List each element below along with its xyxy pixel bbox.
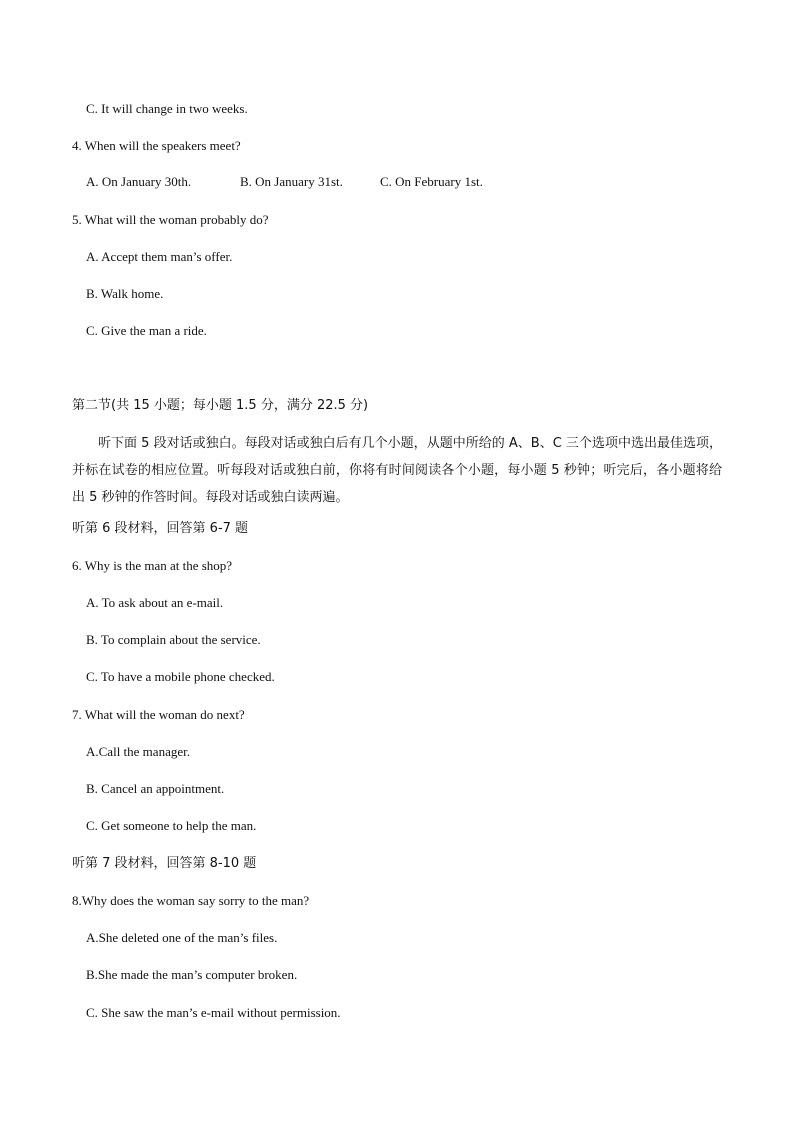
material7-heading: 听第 7 段材料，回答第 8-10 题	[72, 856, 257, 871]
q8-option-a: A.She deleted one of the man’s files.	[86, 930, 278, 945]
q7-option-c: C. Get someone to help the man.	[86, 818, 257, 833]
q4-option-c: C. On February 1st.	[380, 174, 483, 189]
q8-option-c: C. She saw the man’s e-mail without permission.	[86, 1005, 341, 1020]
q5-option-a: A. Accept them man’s offer.	[86, 249, 233, 264]
q4-option-a: A. On January 30th.	[86, 174, 192, 189]
q5-option-c: C. Give the man a ride.	[86, 323, 207, 338]
q5-option-b: B. Walk home.	[86, 286, 164, 301]
q5-question: 5. What will the woman probably do?	[72, 212, 269, 227]
q4-option-b: B. On January 31st.	[240, 174, 343, 189]
q7-option-a: A.Call the manager.	[86, 744, 190, 759]
q8-question: 8.Why does the woman say sorry to the man?	[72, 893, 310, 908]
q7-option-b: B. Cancel an appointment.	[86, 781, 225, 796]
material6-heading: 听第 6 段材料，回答第 6-7 题	[72, 521, 249, 536]
q6-option-c: C. To have a mobile phone checked.	[86, 669, 275, 684]
q6-question: 6. Why is the man at the shop?	[72, 558, 233, 573]
q6-option-a: A. To ask about an e-mail.	[86, 595, 224, 610]
section2-instructions: 听下面 5 段对话或独白。每段对话或独白后有几个小题，从题中所给的 A、B、C 三个选项中选出最佳选项，并标在试卷的相应位置。听每段对话或独白前，你将有时间阅读各个小题，每小题 5 秒钟；听完后，各小题将给出 5 秒钟的作答时间。每段对话或独白读两遍。	[72, 436, 722, 505]
q7-question: 7. What will the woman do next?	[72, 707, 245, 722]
q8-option-b: B.She made the man’s computer broken.	[86, 967, 298, 982]
section2-heading: 第二节(共 15 小题；每小题 1.5 分，满分 22.5 分)	[72, 398, 369, 413]
q6-option-b: B. To complain about the service.	[86, 632, 261, 647]
q4-question: 4. When will the speakers meet?	[72, 138, 241, 153]
q3-option-c: C. It will change in two weeks.	[86, 101, 248, 116]
